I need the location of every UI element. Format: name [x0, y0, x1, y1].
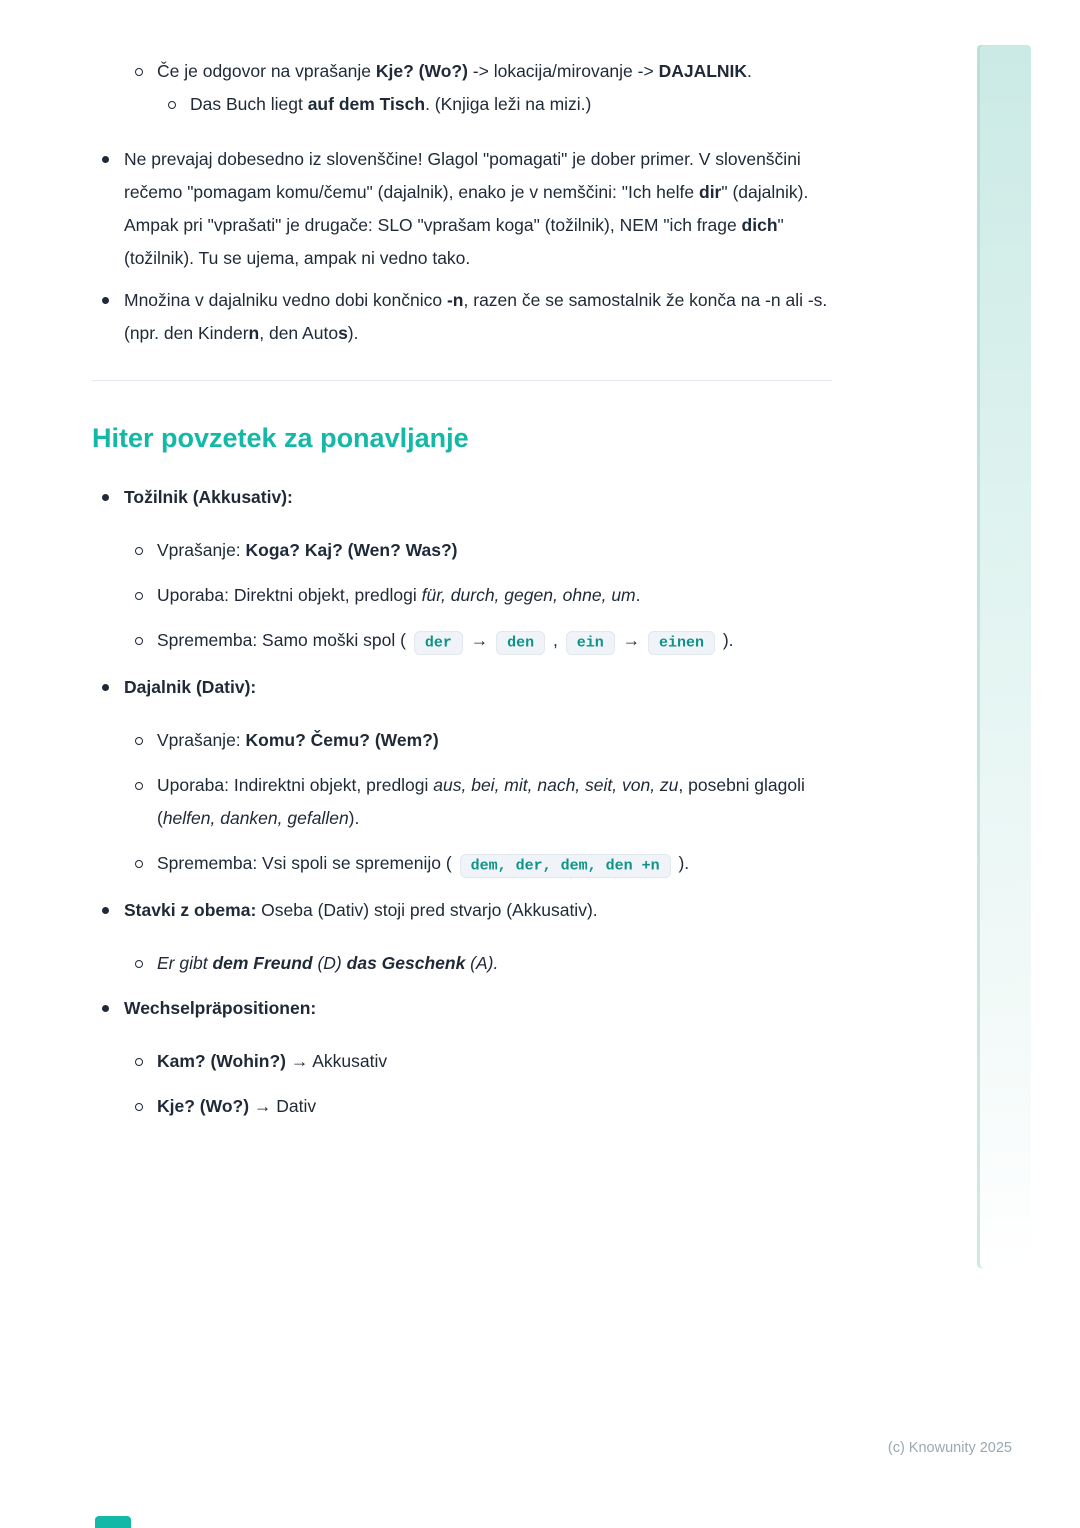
- bullet-dot: [102, 1005, 109, 1012]
- text-segment: ).: [717, 630, 734, 650]
- circle-bullet-icon: [168, 88, 190, 121]
- disc-bullet-icon: [102, 894, 124, 927]
- circle-bullet-icon: [135, 1045, 157, 1078]
- text-segment: Kje? (Wo?): [157, 1096, 250, 1116]
- text-segment: Sprememba: Samo moški spol (: [157, 630, 411, 650]
- circle-bullet-icon: [135, 847, 157, 882]
- bullet-dot: [135, 592, 143, 600]
- text-segment: Uporaba: Indirektni objekt, predlogi: [157, 775, 434, 795]
- text-segment: Tožilnik (Akkusativ):: [124, 487, 293, 507]
- text-segment: s: [338, 323, 348, 343]
- bullet-dot: [135, 960, 143, 968]
- code-chip: der: [414, 631, 463, 655]
- text-segment: aus, bei, mit, nach, seit, von, zu: [433, 775, 679, 795]
- circle-bullet-icon: [135, 947, 157, 980]
- list-item-text: [157, 579, 832, 612]
- text-segment: Er gibt: [157, 953, 213, 973]
- list-item-akkusativ-usage: [135, 579, 832, 612]
- list-item-text: [157, 1045, 832, 1078]
- code-chip: ein: [566, 631, 615, 655]
- text-segment: , razen če se samostalnik že konča na -n ali -s. (npr. den Kinder: [124, 290, 828, 343]
- circle-bullet-icon: [135, 624, 157, 659]
- text-segment: → Akkusativ: [285, 1051, 388, 1071]
- list-item-text: [157, 769, 832, 835]
- list-item-wechselpraepositionen: [102, 992, 832, 1025]
- list-item-dativ-usage: [135, 769, 832, 835]
- list-item-kam-rule: [135, 1045, 832, 1078]
- disc-bullet-icon: [102, 671, 124, 704]
- text-segment: ).: [348, 808, 360, 828]
- text-segment: Stavki z obema:: [124, 900, 257, 920]
- text-segment: auf dem Tisch: [307, 94, 426, 114]
- list-item-text: [157, 534, 832, 567]
- text-segment: " (dajalnik). Ampak pri "vprašati" je drugače: SLO "vprašam koga" (tožilnik), NEM "ich frage: [124, 182, 809, 235]
- list-item-text: [157, 1090, 832, 1123]
- code-chip: den: [496, 631, 545, 655]
- list-item-text: [157, 847, 832, 882]
- bullet-dot: [135, 737, 143, 745]
- list-item-translation-note: [102, 143, 832, 275]
- bullet-dot: [135, 1103, 143, 1111]
- circle-bullet-icon: [135, 534, 157, 567]
- bullet-dot: [135, 782, 143, 790]
- text-segment: dir: [699, 182, 722, 202]
- list-item-text: [124, 671, 832, 704]
- text-segment: Oseba (Dativ) stoji pred stvarjo (Akkusativ).: [256, 900, 598, 920]
- text-segment: dich: [741, 215, 778, 235]
- circle-bullet-icon: [135, 55, 157, 88]
- text-segment: Komu? Čemu? (Wem?): [245, 730, 439, 750]
- list-item-text: [157, 55, 832, 88]
- text-segment: Dajalnik (Dativ):: [124, 677, 257, 697]
- text-segment: DAJALNIK: [658, 61, 748, 81]
- text-segment: ).: [673, 853, 690, 873]
- side-accent-bar: [977, 45, 1031, 1268]
- list-item-text: [124, 143, 832, 275]
- bullet-dot: [102, 297, 109, 304]
- list-item-akkusativ-question: [135, 534, 832, 567]
- text-segment: -> lokacija/mirovanje ->: [467, 61, 659, 81]
- text-segment: helfen, danken, gefallen: [162, 808, 349, 828]
- list-item-dativ-change: [135, 847, 832, 882]
- bullet-dot: [135, 860, 143, 868]
- bullet-dot: [102, 156, 109, 163]
- text-segment: Wechselpräpositionen:: [124, 998, 317, 1018]
- text-segment: für, durch, gegen, ohne, um: [421, 585, 636, 605]
- circle-bullet-icon: [135, 579, 157, 612]
- list-item-dativ-question: [135, 724, 832, 757]
- text-segment: n: [248, 323, 260, 343]
- text-segment: ,: [548, 630, 563, 650]
- text-segment: ).: [347, 323, 359, 343]
- text-segment: Kam? (Wohin?): [157, 1051, 286, 1071]
- list-item-akkusativ: [102, 481, 832, 514]
- list-item-text: [124, 284, 832, 350]
- list-item-kje-dativ-rule: [135, 1090, 832, 1123]
- list-item-both-example: [135, 947, 832, 980]
- text-segment: (D): [312, 953, 347, 973]
- list-item-text: [157, 724, 832, 757]
- list-item-both-cases: [102, 894, 832, 927]
- disc-bullet-icon: [102, 284, 124, 350]
- text-segment: , posebni glagoli (: [157, 775, 805, 828]
- bullet-dot: [102, 907, 109, 914]
- bullet-dot: [135, 1058, 143, 1066]
- list-item-kje-example: [168, 88, 832, 121]
- notes-content: [92, 55, 832, 1135]
- section-divider: [92, 380, 832, 381]
- text-segment: →: [465, 630, 494, 650]
- list-item-text: [124, 894, 832, 927]
- text-segment: Vprašanje:: [157, 540, 246, 560]
- text-segment: Das Buch liegt: [190, 94, 308, 114]
- text-segment: Sprememba: Vsi spoli se spremenijo (: [157, 853, 457, 873]
- text-segment: " (tožilnik). Tu se ujema, ampak ni vedno tako.: [124, 215, 784, 268]
- text-segment: (A).: [465, 953, 499, 973]
- list-item-text: [157, 947, 832, 980]
- list-item-text: [124, 481, 832, 514]
- text-segment: .: [635, 585, 641, 605]
- bullet-dot: [135, 68, 143, 76]
- circle-bullet-icon: [135, 769, 157, 835]
- bottom-left-accent: [95, 1516, 131, 1528]
- text-segment: . (Knjiga leži na mizi.): [425, 94, 592, 114]
- list-item-plural-note: [102, 284, 832, 350]
- list-item-text: [157, 624, 832, 659]
- list-item-text: [190, 88, 832, 121]
- circle-bullet-icon: [135, 724, 157, 757]
- text-segment: Ne prevajaj dobesedno iz slovenščine! Glagol "pomagati" je dober primer. V slovenščini rečemo "pomagam komu/čemu" (dajalnik), enako je v nemščini: "Ich helfe: [124, 149, 801, 202]
- list-item-kje-rule: [135, 55, 832, 88]
- text-segment: Vprašanje:: [157, 730, 246, 750]
- text-segment: Koga? Kaj? (Wen? Was?): [245, 540, 458, 560]
- text-segment: , den Auto: [259, 323, 339, 343]
- code-chip: dem, der, dem, den +n: [460, 854, 671, 878]
- section-heading: Hiter povzetek za ponavljanje: [92, 423, 469, 453]
- list-item-akkusativ-change: [135, 624, 832, 659]
- bullet-dot: [102, 494, 109, 501]
- list-item-text: [124, 992, 832, 1025]
- bullet-dot: [135, 547, 143, 555]
- text-segment: Kje? (Wo?): [375, 61, 468, 81]
- text-segment: Množina v dajalniku vedno dobi končnico: [124, 290, 447, 310]
- disc-bullet-icon: [102, 992, 124, 1025]
- text-segment: Uporaba: Direktni objekt, predlogi: [157, 585, 422, 605]
- disc-bullet-icon: [102, 481, 124, 514]
- bullet-dot: [135, 637, 143, 645]
- text-segment: dem Freund: [212, 953, 313, 973]
- list-item-dativ: [102, 671, 832, 704]
- bullet-dot: [168, 101, 176, 109]
- text-segment: →: [617, 630, 645, 650]
- text-segment: das Geschenk: [346, 953, 466, 973]
- disc-bullet-icon: [102, 143, 124, 275]
- code-chip: einen: [648, 631, 715, 655]
- copyright-footer: (c) Knowunity 2025: [887, 1440, 1012, 1456]
- text-segment: -n: [446, 290, 464, 310]
- text-segment: Če je odgovor na vprašanje: [157, 61, 376, 81]
- text-segment: .: [747, 61, 752, 81]
- bullet-dot: [102, 684, 109, 691]
- circle-bullet-icon: [135, 1090, 157, 1123]
- text-segment: → Dativ: [249, 1096, 317, 1116]
